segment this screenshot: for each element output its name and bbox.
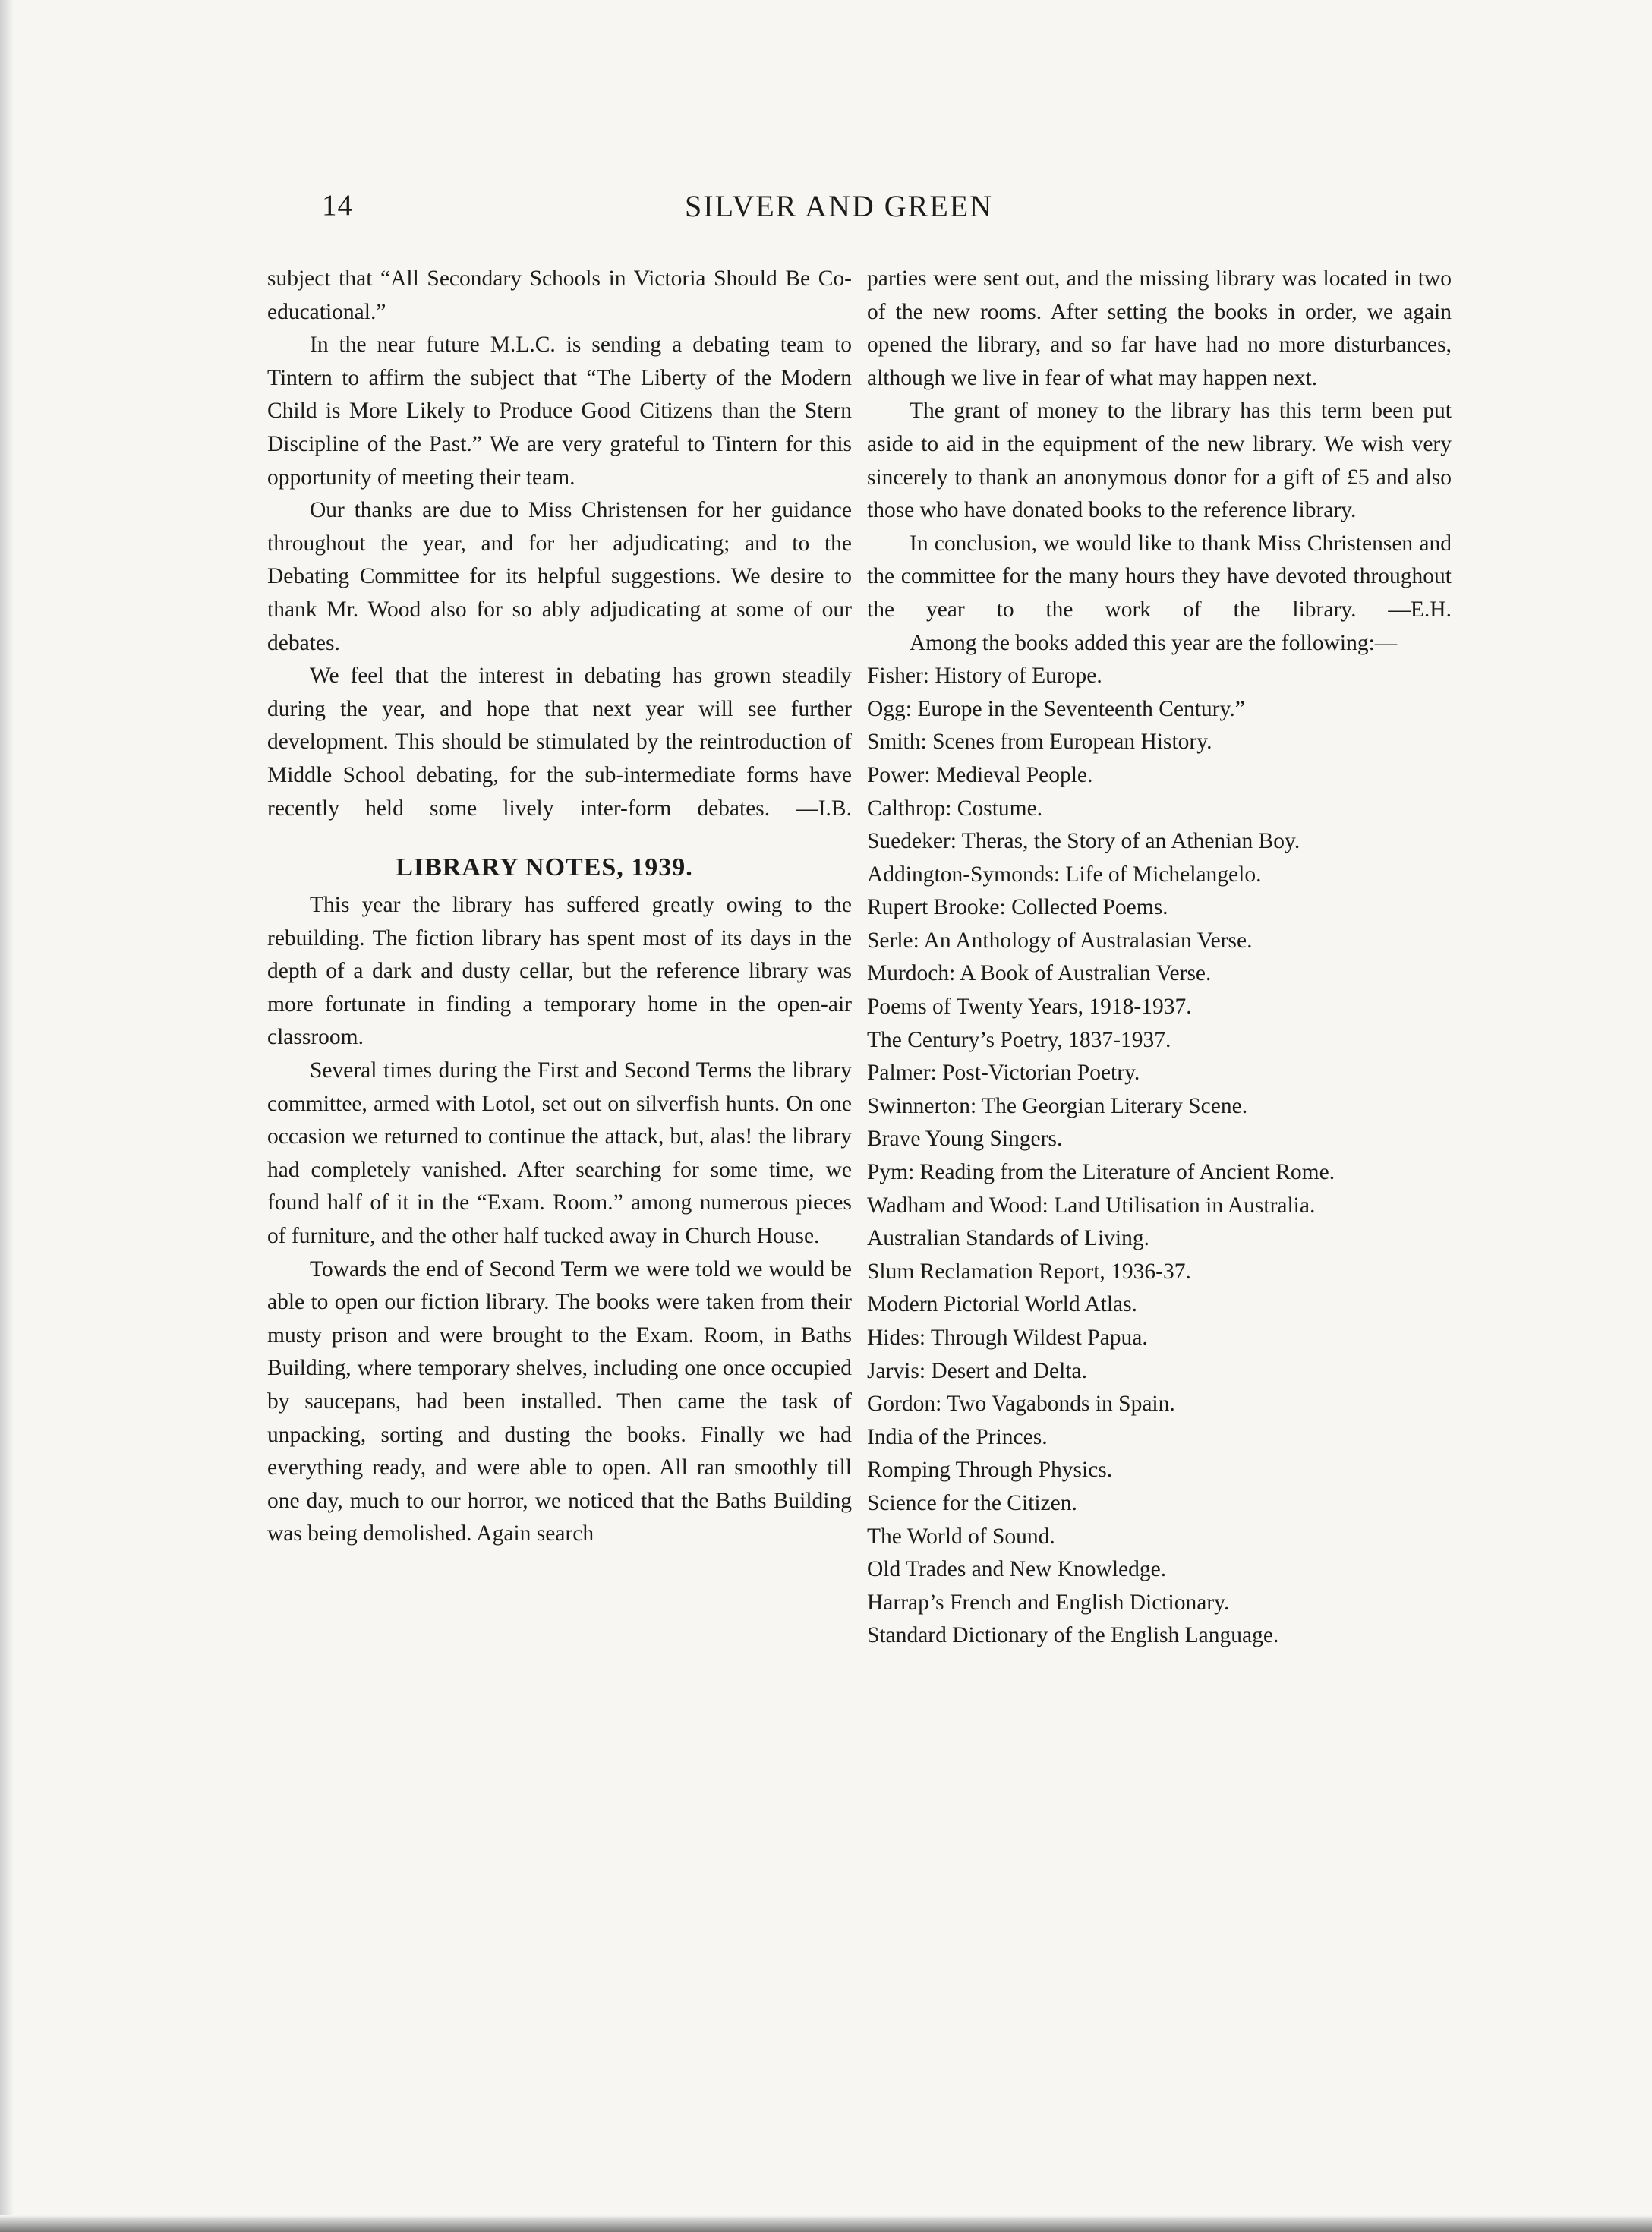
book-entry: Jarvis: Desert and Delta. <box>867 1358 1087 1383</box>
debating-paragraph: We feel that the interest in debating has grown steadily during the year, and hope that next year will see further development. This should be stimulated by the reintroduction of Middle School debating, for the sub-intermediate forms have recently held some lively inter-form debates. —I.B. <box>267 664 852 821</box>
book-entry: The Century’s Poetry, 1837-1937. <box>867 1027 1171 1052</box>
book-entry: Standard Dictionary of the English Language. <box>867 1623 1279 1648</box>
page-number: 14 <box>322 189 353 222</box>
book-entry: Addington-Symonds: Life of Michelangelo. <box>867 862 1262 887</box>
right-column <box>867 263 1452 1653</box>
book-entry: Palmer: Post-Victorian Poetry. <box>867 1061 1140 1086</box>
books-added-intro: Among the books added this year are the following:— <box>910 630 1398 655</box>
book-entry: Modern Pictorial World Atlas. <box>867 1292 1137 1317</box>
library-paragraph: Towards the end of Second Term we were told we would be able to open our fiction library. The books were taken from their musty prison and were brought to the Exam. Room, in Baths Building, where temporary shelves, including one once occupied by saucepans, had been installed. Then came the task of unpacking, sorting and dusting the books. Finally we had everything ready, and were able to open. All ran smoothly till one day, much to our horror, we noticed that the Baths Building was being demolished. Again search <box>267 1256 852 1546</box>
left-column <box>267 263 852 1551</box>
book-entry: Calthrop: Costume. <box>867 796 1043 821</box>
book-entry: Hides: Through Wildest Papua. <box>867 1326 1148 1350</box>
book-entry: Old Trades and New Knowledge. <box>867 1557 1167 1582</box>
book-entry: Science for the Citizen. <box>867 1490 1077 1515</box>
book-entry: Australian Standards of Living. <box>867 1226 1149 1251</box>
book-entry: Romping Through Physics. <box>867 1458 1113 1483</box>
book-entry: Smith: Scenes from European History. <box>867 730 1212 755</box>
book-entry: Fisher: History of Europe. <box>867 664 1102 689</box>
book-entry: Ogg: Europe in the Seventeenth Century.” <box>867 696 1245 721</box>
debating-paragraph: subject that “All Secondary Schools in Victoria Should Be Co-educational.” <box>267 266 852 324</box>
book-entry: Brave Young Singers. <box>867 1127 1063 1152</box>
running-title: SILVER AND GREEN <box>685 189 994 223</box>
page-bottom-edge <box>0 2215 1652 2232</box>
library-paragraph: Several times during the First and Second Terms the library committee, armed with Lotol, set out on silverfish hunts. On one occasion we returned to continue the attack, but, alas! the library had completely vanished. After searching for some time, we found half of it in the “Exam. Room.” among numerous pieces of furniture, and the other half tucked away in Church House. <box>267 1058 852 1249</box>
book-entry: Power: Medieval People. <box>867 762 1093 787</box>
book-entry: Slum Reclamation Report, 1936-37. <box>867 1259 1191 1284</box>
library-paragraph: parties were sent out, and the missing library was located in two of the new rooms. After setting the books in order, we again opened the library, and so far have had no more disturbances, although we live in fear of what may happen next. <box>867 266 1452 390</box>
page-left-edge <box>0 0 14 2232</box>
book-entry: Rupert Brooke: Collected Poems. <box>867 895 1168 920</box>
debating-paragraph: Our thanks are due to Miss Christensen for her guidance throughout the year, and for her adjudicating; and to the Debating Committee for its helpful suggestions. We desire to thank Mr. Wood also for so ably adjudicating at some of our debates. <box>267 498 852 655</box>
book-entry: Harrap’s French and English Dictionary. <box>867 1590 1230 1615</box>
library-paragraph: The grant of money to the library has this term been put aside to aid in the equipment of the new library. We wish very sincerely to thank an anonymous donor for a gift of £5 and also those who have donated books to the reference library. <box>867 399 1452 523</box>
library-paragraph: This year the library has suffered greatly owing to the rebuilding. The fiction library has spent most of its days in the depth of a dark and dusty cellar, but the reference library was more fortunate in finding a temporary home in the open-air classroom. <box>267 893 852 1050</box>
book-entry: Wadham and Wood: Land Utilisation in Australia. <box>867 1193 1316 1218</box>
book-entry: Suedeker: Theras, the Story of an Athenian Boy. <box>867 829 1300 854</box>
books-added-list <box>867 660 1452 1653</box>
book-entry: Serle: An Anthology of Australasian Verse. <box>867 928 1253 953</box>
book-entry: India of the Princes. <box>867 1424 1048 1449</box>
book-entry: The World of Sound. <box>867 1524 1055 1549</box>
book-entry: Gordon: Two Vagabonds in Spain. <box>867 1392 1175 1417</box>
library-paragraph: In conclusion, we would like to thank Miss Christensen and the committee for the many hours they have devoted throughout the year to the work of the library. —E.H. <box>867 531 1452 622</box>
book-entry: Swinnerton: The Georgian Literary Scene. <box>867 1093 1248 1118</box>
page-header <box>0 188 1652 237</box>
debating-paragraph: In the near future M.L.C. is sending a debating team to Tintern to affirm the subject that “The Liberty of the Modern Child is More Likely to Produce Good Citizens than the Stern Discipline of the Past.” We are very grateful to Tintern for this opportunity of meeting their team. <box>267 333 852 490</box>
book-entry: Poems of Twenty Years, 1918-1937. <box>867 995 1192 1020</box>
book-entry: Pym: Reading from the Literature of Ancient Rome. <box>867 1160 1335 1185</box>
book-entry: Murdoch: A Book of Australian Verse. <box>867 961 1212 986</box>
library-notes-title: LIBRARY NOTES, 1939. <box>396 853 693 882</box>
